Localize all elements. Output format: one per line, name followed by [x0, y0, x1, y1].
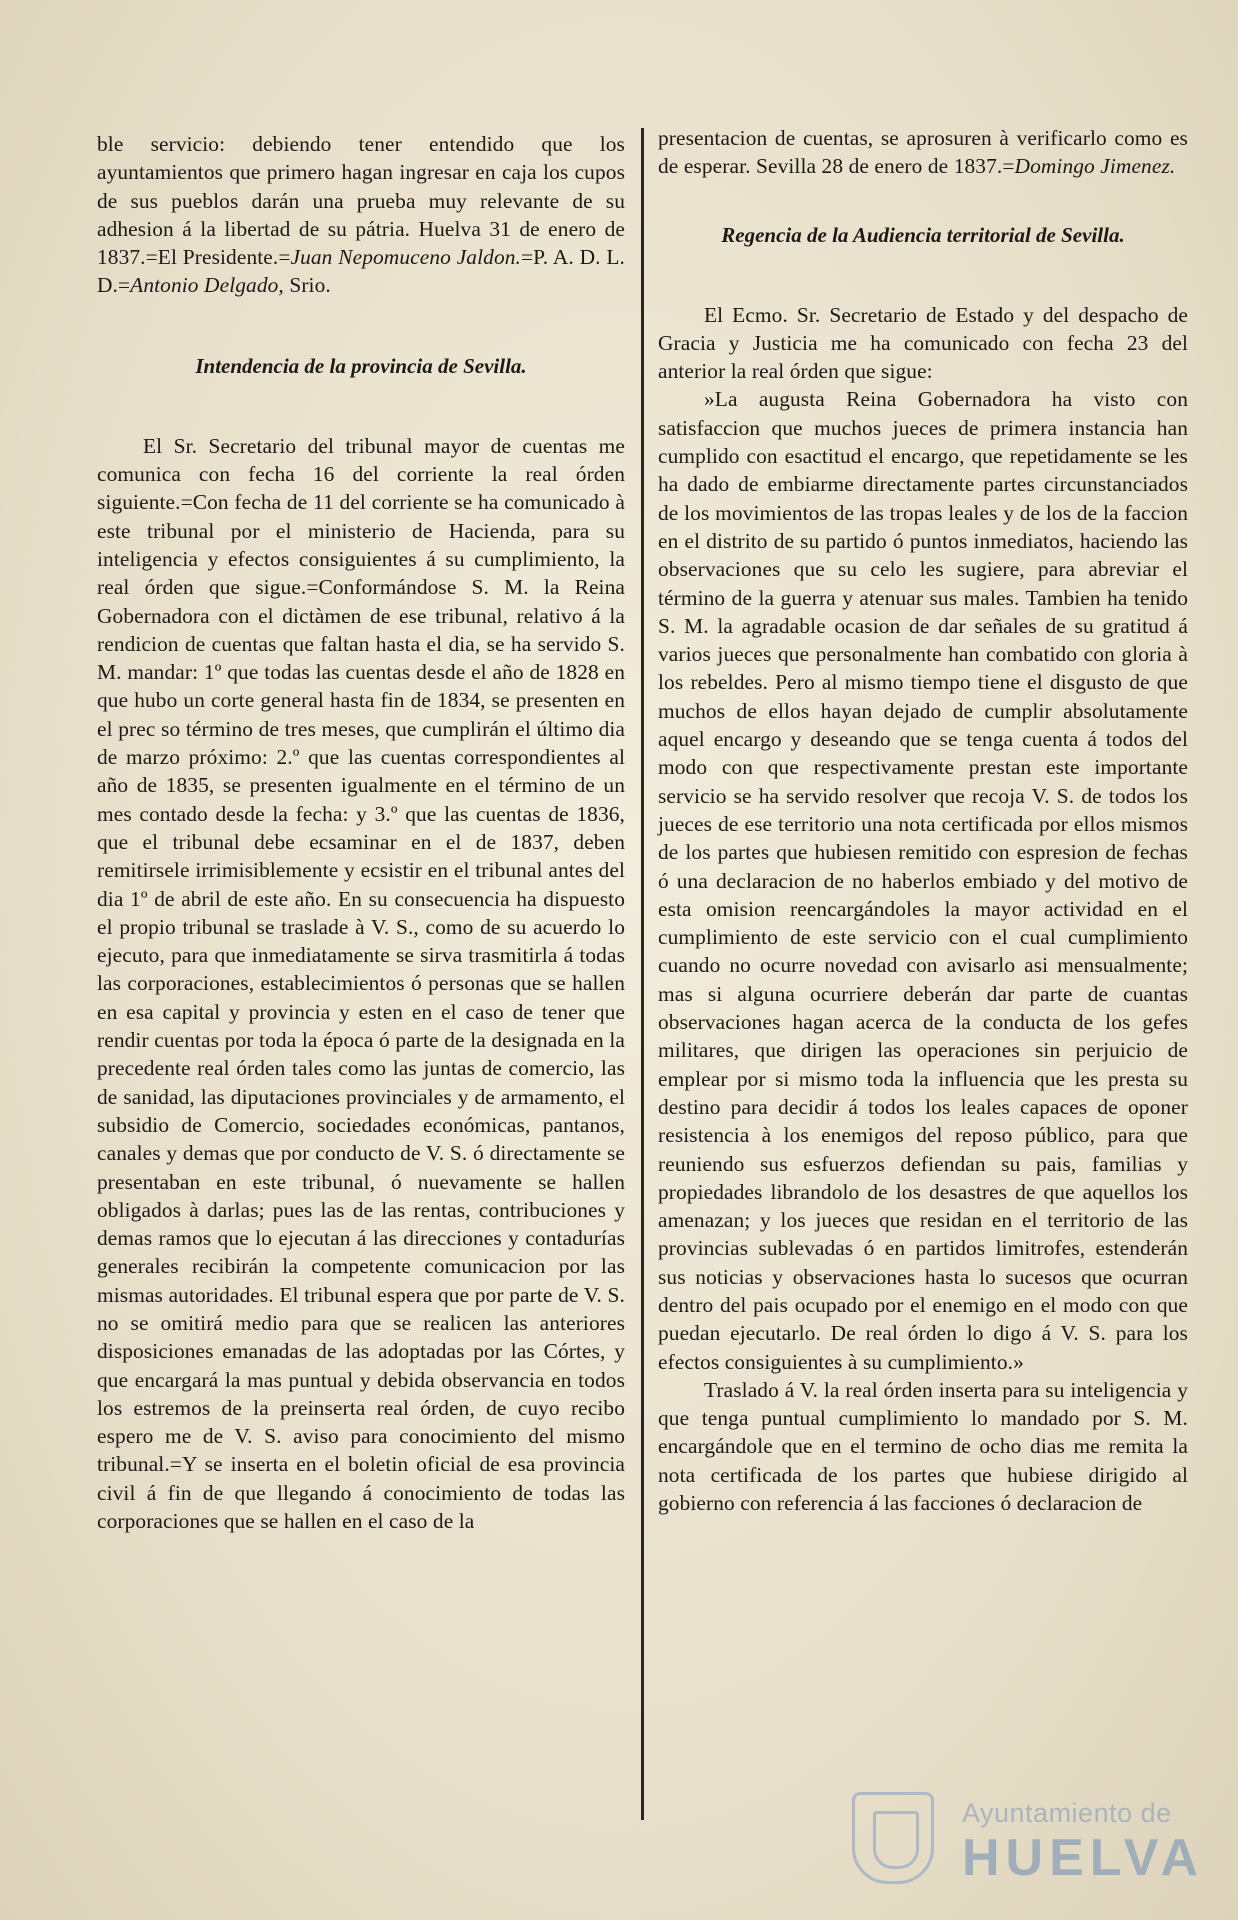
coat-of-arms-icon — [852, 1792, 934, 1884]
right-paragraph-4: Traslado á V. la real órden inserta para su inteligencia y que tenga puntual cumplimiento lo mandado por S. M. encargándole que en el termino de ocho dias me remita la nota certificada de los partes que hubiese dirigido al gobierno con referencia á las facciones ó declaracion de — [658, 1377, 1188, 1516]
right-column — [658, 124, 1188, 1517]
spacer — [97, 380, 625, 432]
left-p1-mid: =P. A. D. L. D.= — [97, 245, 625, 298]
section-heading-regencia: Regencia de la Audiencia territorial de Sevilla. — [721, 222, 1125, 247]
archive-watermark — [852, 1788, 1222, 1888]
watermark-line-2: HUELVA — [962, 1829, 1205, 1887]
right-paragraph-3: »La augusta Reina Gobernadora ha visto con satisfaccion que muchos jueces de primera instancia han cumplido con esactitud el encargo, que repetidamente se les ha dado de embiarme directamente partes circunstanciados de los movimientos de las tropas leales y de los de la faccion en el distrito de su partido ó puntos inmediatos, haciendo las observaciones que su celo les sugiere, para abreviar el término de la guerra y atenuar sus males. Tambien ha tenido S. M. la agradable ocasion de dar señales de su gratitud á varios jueces que personalmente han combatido con gloria à los rebeldes. Pero al mismo tiempo tiene el disgusto de que muchos de ellos hayan dejado de cumplir absolutamente aquel encargo y deseando que se tenga cuenta á todos del modo con que respectivamente prestan este importante servicio se ha servido resolver que recoja V. S. de todos los jueces de ese territorio una nota certificada por ellos mismos de los partes que hubiesen remitido con espresion de fechas ó una declaracion de no haberlos embiado y del motivo de esta omision reencargándoles la mayor actividad en el cumplimiento de este servicio con el cual cumplimiento cuando no ocurre novedad con avisarlo asi mensualmente; mas si alguna ocurriere deberán dar parte de cuantas observaciones hagan acerca de la conducta de los gefes militares, que dirigen las operaciones sin perjuicio de emplear por si mismo toda la influencia que les presta su destino para decidir á todos los leales capaces de oponer resistencia à los enemigos del reposo público, para que reuniendo sus esfuerzos defiendan su pais, familias y propiedades librandolo de los desastres de que aquellos los amenazan; y los jueces que residan en el territorio de las provincias sublevadas ó en partidos limitrofes, estenderán sus noticias y observaciones hasta lo sucesos que ocurran dentro del pais ocupado por el enemigo en el modo con que puedan ejecutarlo. De real órden lo digo á V. S. para los efectos consiguientes à su cumplimiento.» — [658, 387, 1188, 1374]
signature-delgado: Antonio Delgado, — [130, 273, 284, 298]
signature-jaldon: Juan Nepomuceno Jaldon. — [290, 245, 521, 270]
column-divider — [641, 128, 644, 1820]
left-p1-text: ble servicio: debiendo tener entendido que los ayuntamientos que primero hagan ingresar en caja los cupos de sus pueblos darán una prueba muy relevante de su adhesion á la libertad de su pátria. Huelva 31 de enero de 1837.=El Presidente.= — [97, 132, 625, 270]
signature-jimenez: Domingo Jimenez. — [1014, 154, 1176, 179]
section-heading-intendencia: Intendencia de la provincia de Sevilla. — [195, 353, 527, 378]
left-column — [97, 130, 625, 1535]
right-paragraph-1 — [658, 124, 1188, 181]
right-paragraph-2: El Ecmo. Sr. Secretario de Estado y del despacho de Gracia y Justicia me ha comunicado con fecha 23 del anterior la real órden que sigue: — [658, 302, 1188, 384]
watermark-line-1: Ayuntamiento de — [962, 1798, 1172, 1828]
spacer — [658, 181, 1188, 221]
left-p1-end: Srio. — [283, 273, 331, 298]
spacer — [658, 249, 1188, 301]
left-paragraph-2: El Sr. Secretario del tribunal mayor de cuentas me comunica con fecha 16 del corriente la real órden siguiente.=Con fecha de 11 del corriente se ha comunicado à este tribunal por el ministerio de Hacienda, para su inteligencia y efectos consiguientes á su cumplimiento, la real órden que sigue.=Conformándose S. M. la Reina Gobernadora con el dictàmen de ese tribunal, relativo á la rendicion de cuentas que faltan hasta el dia, se ha servido S. M. mandar: 1º que todas las cuentas desde el año de 1828 en que hubo un corte general hasta fin de 1834, se presenten en el prec so término de tres meses, que cumplirán el último dia de marzo próximo: 2.º que las cuentas correspondientes al año de 1835, se presenten igualmente en el término de un mes contado desde la fecha: y 3.º que las cuentas de 1836, que el tribunal debe ecsaminar en el de 1837, deben remitirsele irrimisiblemente y ecsistir en el tribunal antes del dia 1º de abril de este año. En su consecuencia ha dispuesto el propio tribunal se traslade à V. S., como de su acuerdo lo ejecuto, para que inmediatamente se sirva trasmitirla á todas las corporaciones, establecimientos ó personas que se hallen en esa capital y provincia y esten en el caso de tener que rendir cuentas por toda la época ó parte de la designada en la precedente real órden tales como las juntas de comercio, las de sanidad, las diputaciones provinciales y de armamento, el subsidio de Comercio, sociedades económicas, pantanos, canales y demas que por conducto de V. S. ó directamente se presentaban en este tribunal, ó nuevamente se hallen obligados à darlas; pues las de las rentas, contribuciones y demas ramos que lo ejecutan á las direcciones y contadurías generales recibirán la competente comunicacion por las mismas autoridades. El tribunal espera que por parte de V. S. no se omitirá medio para que se realicen las anteriores disposiciones emanadas de las adoptadas por las Córtes, y que encargará la mas puntual y debida observancia en todos los estremos de la preinserta real órden, de cuyo recibo espero me de V. S. aviso para conocimiento del mismo tribunal.=Y se inserta en el boletin oficial de esa provincia civil á fin de que llegando á conocimiento de todas las corporaciones que se hallen en el caso de la — [97, 433, 625, 1534]
left-paragraph-1 — [97, 130, 625, 300]
right-p1-text: presentacion de cuentas, se aprosuren à verificarlo como es de esperar. Sevilla 28 de enero de 1837.= — [658, 126, 1188, 179]
spacer — [97, 300, 625, 352]
